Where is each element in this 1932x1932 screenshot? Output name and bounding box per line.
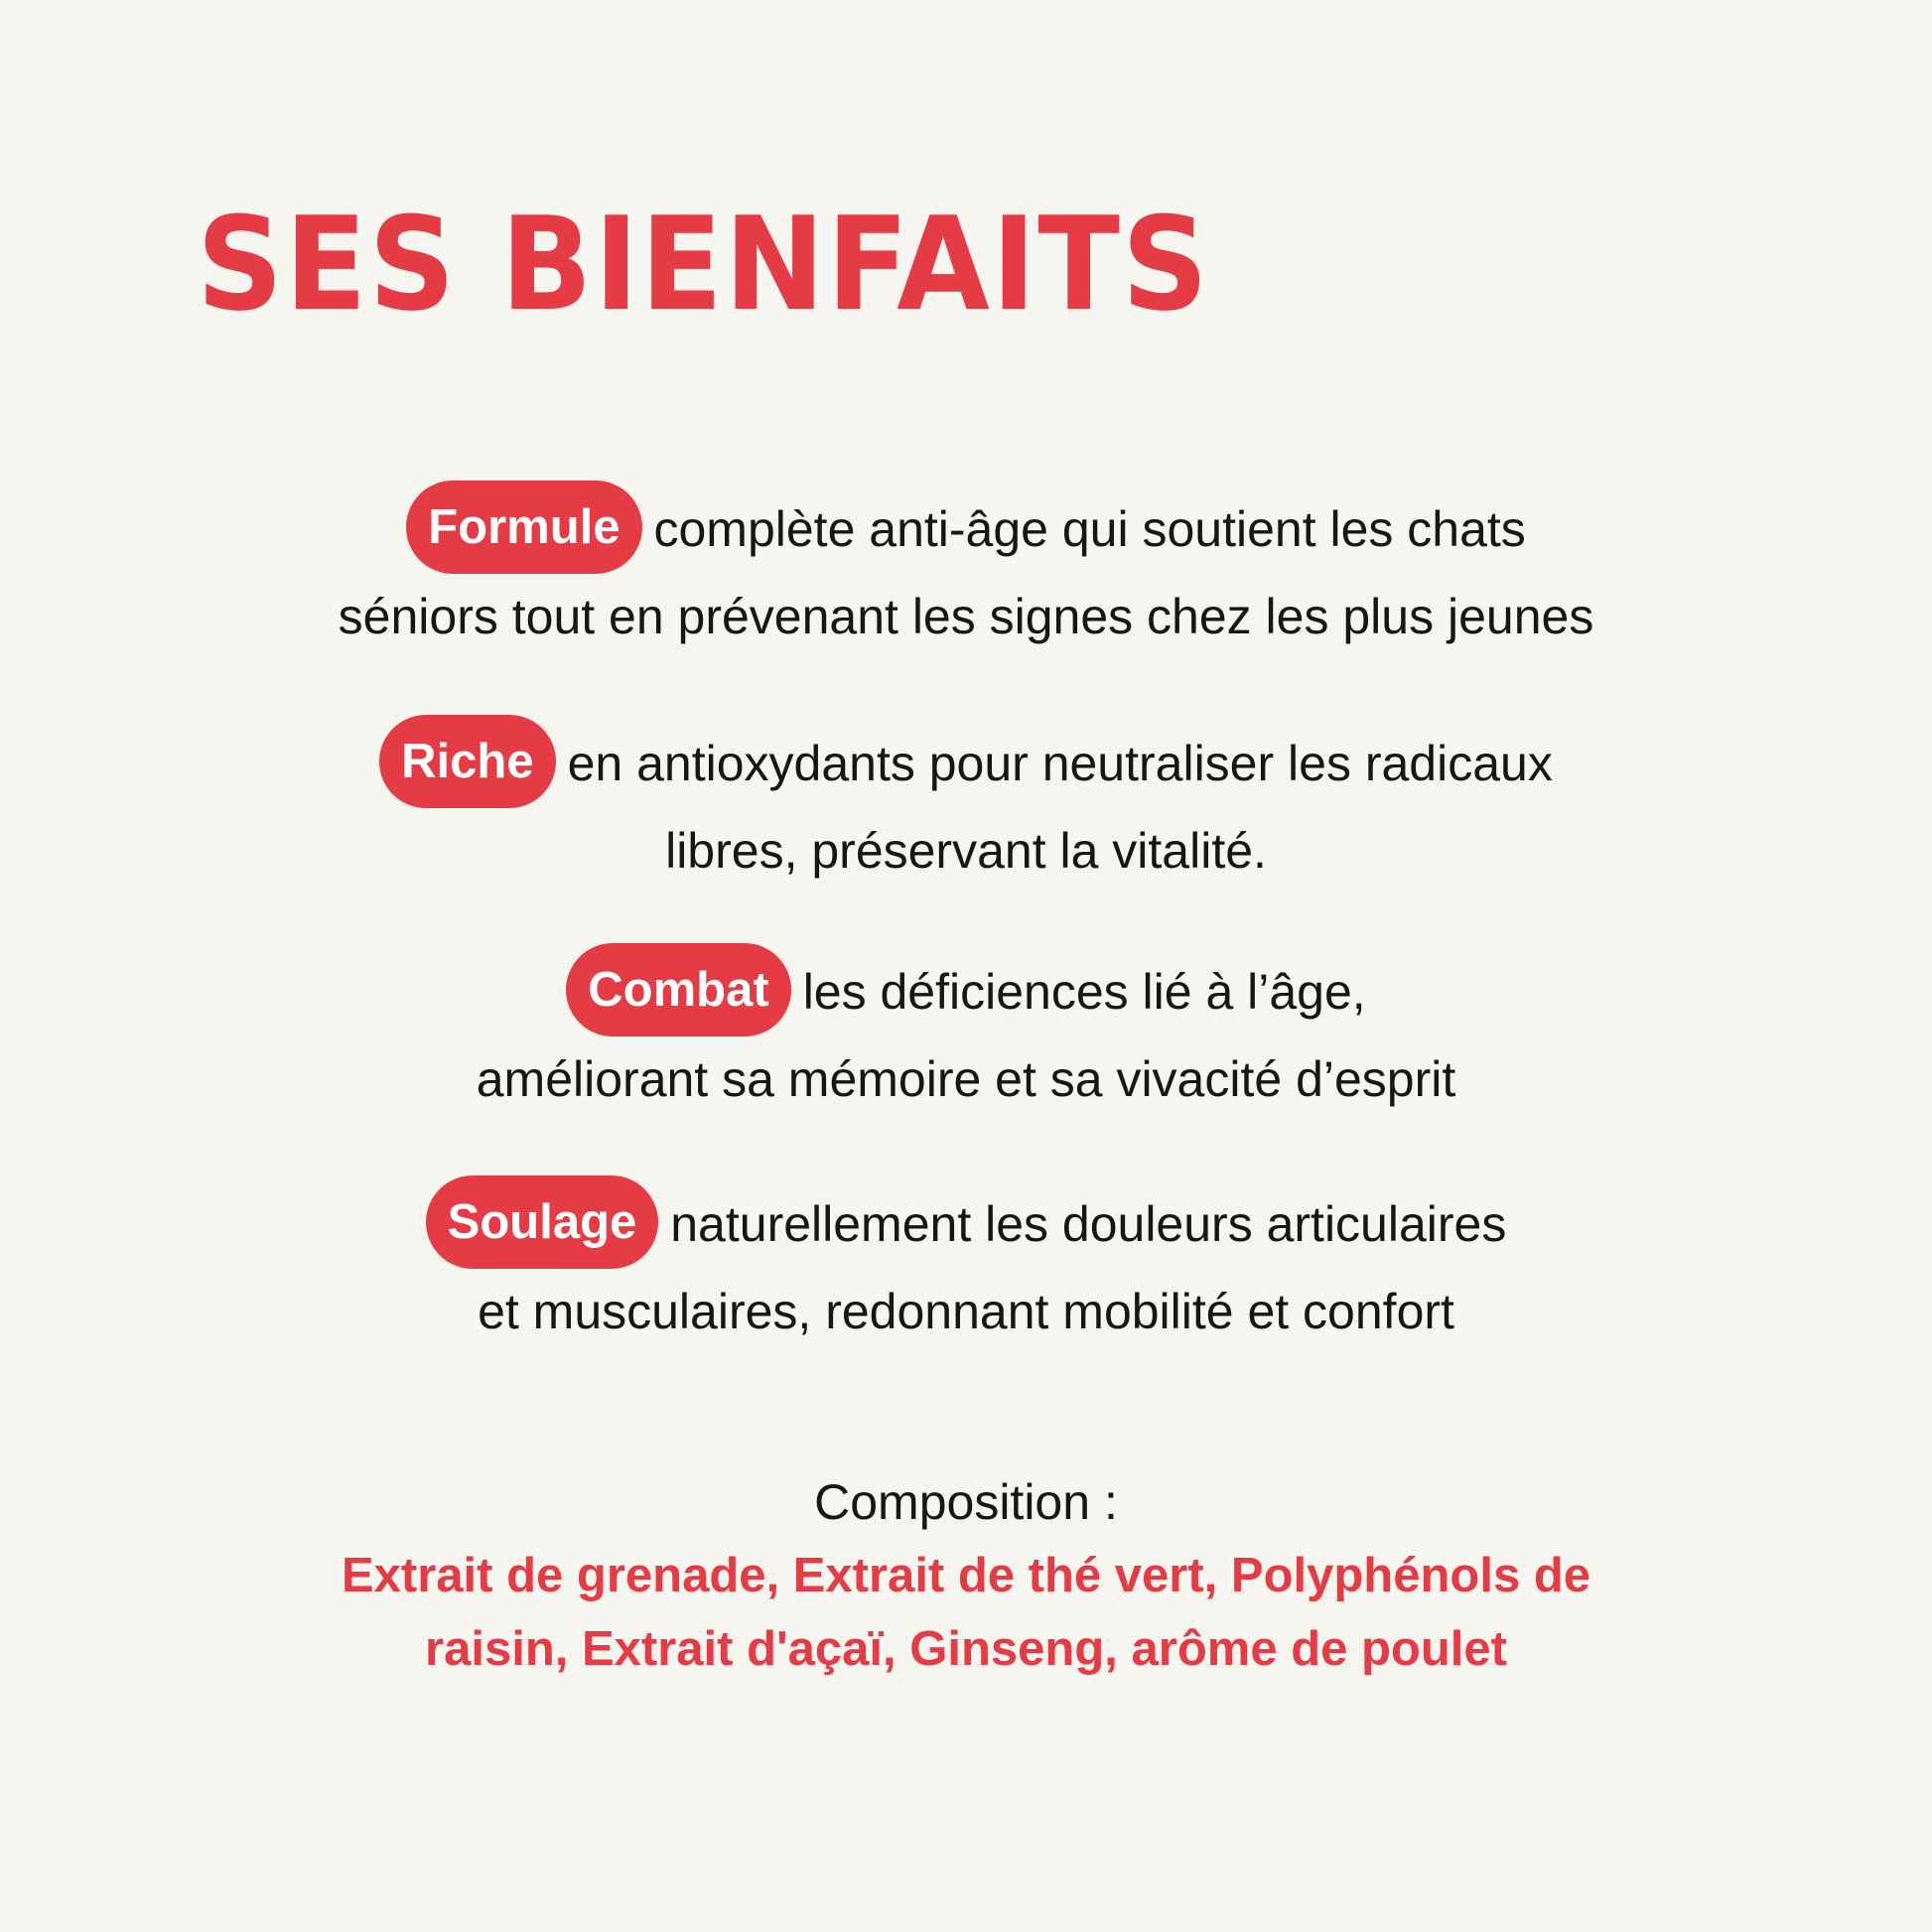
benefit-keyword-badge: Soulage [426,1175,659,1269]
benefit-keyword-badge: Formule [406,481,641,574]
benefit-text: complète anti-âge qui soutient les chats [653,501,1526,558]
benefit-item-riche [0,721,1932,888]
benefit-item-combat [0,949,1932,1116]
composition-line-1: Extrait de grenade, Extrait de thé vert, Polyphénols de [341,1549,1591,1602]
benefit-text-line2: séniors tout en prévenant les signes chez les plus jeunes [338,589,1594,644]
benefit-text: naturellement les douleurs articulaires [670,1196,1507,1253]
benefit-item-soulage [0,1181,1932,1348]
benefit-item-formule [0,486,1932,653]
benefit-keyword-badge: Combat [566,943,790,1036]
benefit-text-line2: et musculaires, redonnant mobilité et confort [478,1284,1454,1339]
benefits-list [0,486,1932,1348]
composition-line-2: raisin, Extrait d'açaï, Ginseng, arôme de poulet [425,1622,1507,1676]
benefit-text-line2: libres, préservant la vitalité. [665,823,1267,879]
benefit-text: les déficiences lié à l’âge, [802,964,1366,1021]
composition-label: Composition : [814,1474,1118,1530]
composition-section [0,1465,1932,1686]
benefit-text-line2: améliorant sa mémoire et sa vivacité d’esprit [476,1051,1456,1107]
page-title: SES BIENFAITS [197,189,1210,340]
benefit-keyword-badge: Riche [379,715,555,808]
composition-ingredients [221,1539,1711,1686]
benefit-text: en antioxydants pour neutraliser les radicaux [567,736,1553,792]
